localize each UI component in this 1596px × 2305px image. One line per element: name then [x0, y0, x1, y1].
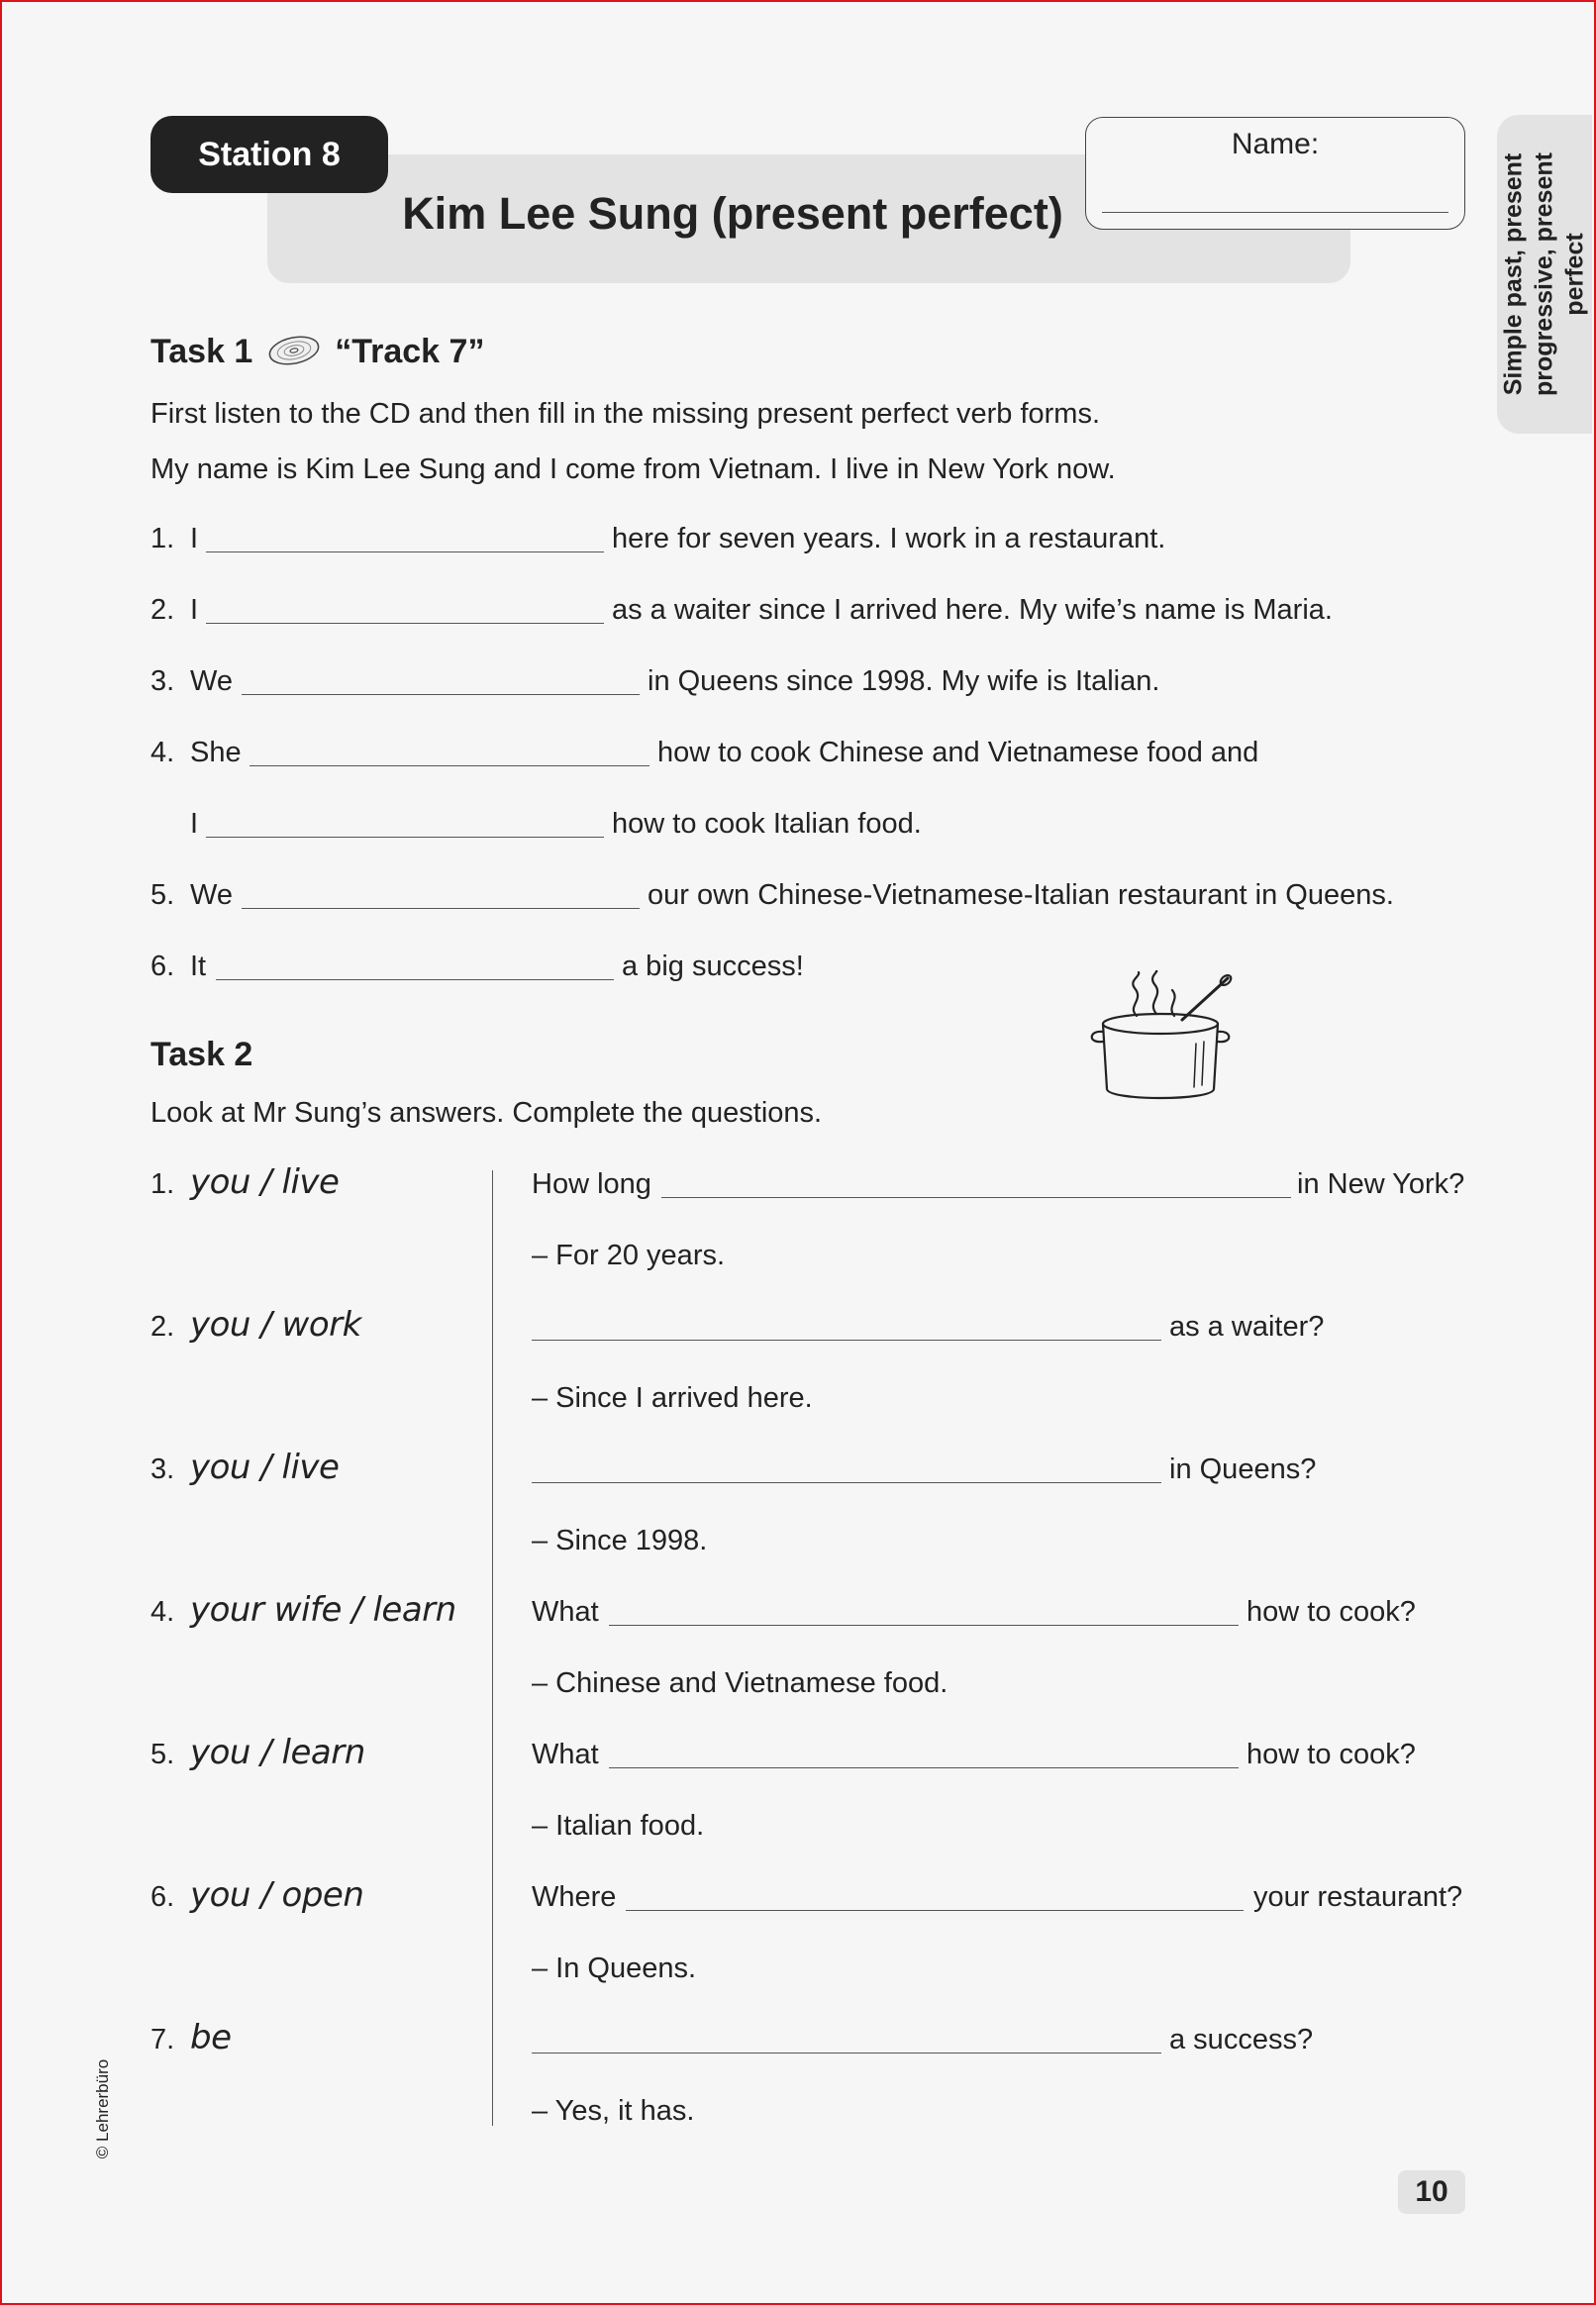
t2-blank-3[interactable] — [532, 1482, 1161, 1483]
t1-post-6: a big success! — [622, 951, 804, 982]
t2-answer-6: – In Queens. — [532, 1953, 697, 1984]
t1-blank-6[interactable] — [216, 979, 614, 980]
t2-prompt-1: you / live — [190, 1162, 340, 1202]
t2-blank-4[interactable] — [609, 1625, 1239, 1626]
t2-answer-2: – Since I arrived here. — [532, 1382, 813, 1414]
t2-prompt-6: you / open — [190, 1875, 364, 1915]
copyright-note: © Lehrerbüro — [93, 2058, 112, 2159]
t1-blank-4[interactable] — [249, 765, 649, 766]
t1-num-2: 2. — [150, 594, 175, 626]
t2-prompt-2: you / work — [190, 1305, 361, 1345]
side-tab — [1497, 115, 1592, 434]
t2-num-5: 5. — [150, 1739, 175, 1770]
t2-post-3: in Queens? — [1169, 1453, 1317, 1485]
t1-blank-3[interactable] — [242, 694, 640, 695]
t2-pre-4: What — [532, 1596, 599, 1628]
t1-pre-4: She — [190, 737, 242, 768]
task2-heading: Task 2 — [150, 1036, 253, 1073]
name-box — [1085, 117, 1465, 230]
t1-pre-3: We — [190, 665, 233, 697]
t1-post-5: our own Chinese-Vietnamese-Italian restaurant in Queens. — [648, 879, 1394, 911]
t2-blank-1[interactable] — [661, 1197, 1291, 1198]
station-badge: Station 8 — [150, 116, 388, 193]
t2-prompt-7: be — [190, 2018, 232, 2057]
task1-instruction: First listen to the CD and then fill in the missing present perfect verb forms. — [150, 398, 1101, 430]
cd-icon — [266, 333, 322, 368]
page-title: Kim Lee Sung (present perfect) — [402, 188, 1063, 239]
task1-heading-text: Task 1 — [150, 333, 253, 370]
t1-blank-4b[interactable] — [206, 837, 604, 838]
t2-answer-7: – Yes, it has. — [532, 2095, 695, 2127]
t2-post-7: a success? — [1169, 2024, 1314, 2055]
column-divider — [492, 1170, 493, 2126]
t2-blank-6[interactable] — [626, 1910, 1244, 1911]
t2-prompt-3: you / live — [190, 1448, 340, 1487]
t2-post-5: how to cook? — [1247, 1739, 1416, 1770]
t1-post-2: as a waiter since I arrived here. My wife’s name is Maria. — [612, 594, 1333, 626]
t2-blank-5[interactable] — [609, 1767, 1239, 1768]
t1-pre-1: I — [190, 523, 199, 554]
t2-num-4: 4. — [150, 1596, 175, 1628]
task1-heading — [150, 333, 484, 371]
t1-blank-2[interactable] — [206, 623, 604, 624]
t1-post-4: how to cook Chinese and Vietnamese food and — [657, 737, 1259, 768]
t2-blank-2[interactable] — [532, 1340, 1161, 1341]
t1-num-1: 1. — [150, 523, 175, 554]
t2-pre-5: What — [532, 1739, 599, 1770]
t1-num-6: 6. — [150, 951, 175, 982]
t1-post-4b: how to cook Italian food. — [612, 808, 922, 840]
t2-post-6: your restaurant? — [1253, 1881, 1463, 1913]
t2-post-2: as a waiter? — [1169, 1311, 1325, 1343]
t2-num-1: 1. — [150, 1168, 175, 1200]
t1-blank-5[interactable] — [242, 908, 640, 909]
cooking-pot-illustration — [1079, 970, 1238, 1105]
t1-num-4: 4. — [150, 737, 175, 768]
t2-pre-1: How long — [532, 1168, 651, 1200]
t1-post-3: in Queens since 1998. My wife is Italian. — [648, 665, 1160, 697]
t1-pre-2: I — [190, 594, 199, 626]
t1-num-3: 3. — [150, 665, 175, 697]
t2-blank-7[interactable] — [532, 2053, 1161, 2054]
t1-num-5: 5. — [150, 879, 175, 911]
t2-answer-4: – Chinese and Vietnamese food. — [532, 1667, 948, 1699]
t2-num-7: 7. — [150, 2024, 175, 2055]
t2-prompt-5: you / learn — [190, 1733, 365, 1772]
track-label: “Track 7” — [335, 333, 485, 370]
name-label: Name: — [1231, 128, 1320, 160]
t1-post-1: here for seven years. I work in a restaurant. — [612, 523, 1166, 554]
task1-intro: My name is Kim Lee Sung and I come from Vietnam. I live in New York now. — [150, 453, 1116, 485]
t1-pre-4b: I — [190, 808, 199, 840]
t2-num-2: 2. — [150, 1311, 175, 1343]
page-number: 10 — [1398, 2170, 1465, 2214]
side-tab-label: Simple past, present progressive, present perfect — [1499, 152, 1589, 396]
task2-instruction: Look at Mr Sung’s answers. Complete the questions. — [150, 1097, 823, 1129]
t2-prompt-4: your wife / learn — [190, 1590, 456, 1630]
t1-pre-5: We — [190, 879, 233, 911]
t2-pre-6: Where — [532, 1881, 617, 1913]
t2-answer-1: – For 20 years. — [532, 1240, 726, 1271]
t2-num-3: 3. — [150, 1453, 175, 1485]
t2-answer-3: – Since 1998. — [532, 1525, 708, 1556]
t2-answer-5: – Italian food. — [532, 1810, 705, 1842]
t2-post-1: in New York? — [1297, 1168, 1465, 1200]
t2-post-4: how to cook? — [1247, 1596, 1416, 1628]
t1-pre-6: It — [190, 951, 207, 982]
name-field-line[interactable] — [1102, 212, 1448, 213]
t2-num-6: 6. — [150, 1881, 175, 1913]
t1-blank-1[interactable] — [206, 551, 604, 552]
